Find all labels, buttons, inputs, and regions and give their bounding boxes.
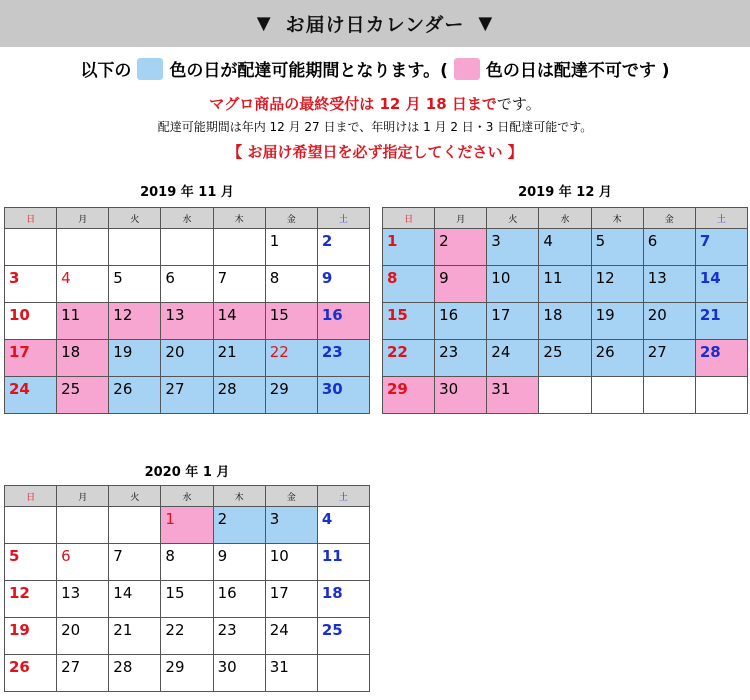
day-number: 16 <box>217 584 237 602</box>
weekday-label: 日 <box>5 486 57 507</box>
page-title: お届け日カレンダー <box>285 14 465 36</box>
week-row <box>383 377 748 414</box>
empty-day-cell <box>109 507 161 544</box>
day-cell <box>265 303 317 340</box>
day-cell <box>5 618 57 655</box>
day-number: 14 <box>699 269 721 287</box>
day-cell <box>213 544 265 581</box>
day-cell <box>317 507 369 544</box>
delivery-period-note: 配達可能期間は年内 12 月 27 日まで、年明けは 1 月 2 日・3 日配達可能です。 <box>157 120 593 134</box>
day-cell <box>57 340 109 377</box>
day-cell <box>109 340 161 377</box>
day-number: 17 <box>269 584 289 602</box>
day-cell <box>161 266 213 303</box>
week-row <box>5 507 370 544</box>
day-number: 8 <box>269 269 280 287</box>
week-row <box>383 340 748 377</box>
day-cell <box>383 377 435 414</box>
day-cell <box>265 544 317 581</box>
day-number: 23 <box>217 621 237 639</box>
day-number: 24 <box>491 343 511 361</box>
day-number: 20 <box>61 621 81 639</box>
week-row <box>5 266 370 303</box>
day-cell <box>57 544 109 581</box>
day-cell <box>265 581 317 618</box>
empty-day-cell <box>161 229 213 266</box>
day-number: 25 <box>321 621 343 639</box>
triangle-down-icon: ▼ <box>478 13 494 34</box>
weekday-label: 金 <box>265 486 317 507</box>
day-cell <box>317 303 369 340</box>
calendar-title-jan-2020: 2020 年 1 月 <box>144 465 230 480</box>
empty-day-cell <box>5 507 57 544</box>
day-cell <box>265 340 317 377</box>
specify-date-notice: 【 お届け希望日を必ず指定してください 】 <box>227 143 523 161</box>
weekday-label: 日 <box>5 208 57 229</box>
day-cell <box>57 266 109 303</box>
day-number: 15 <box>165 584 185 602</box>
day-number: 4 <box>543 232 553 250</box>
day-cell <box>317 266 369 303</box>
day-number: 28 <box>699 343 721 361</box>
day-cell <box>161 377 213 414</box>
day-number: 10 <box>269 547 289 565</box>
day-cell <box>213 618 265 655</box>
day-number: 8 <box>165 547 175 565</box>
weekday-label: 月 <box>57 208 109 229</box>
calendar-dec-2019 <box>382 207 748 414</box>
day-number: 14 <box>113 584 133 602</box>
day-number: 3 <box>491 232 501 250</box>
day-number: 1 <box>387 232 398 250</box>
day-number: 30 <box>217 658 237 676</box>
day-cell <box>5 377 57 414</box>
day-number: 18 <box>543 306 563 324</box>
day-cell <box>57 581 109 618</box>
day-cell <box>57 655 109 692</box>
day-number: 3 <box>269 510 280 528</box>
day-cell <box>57 618 109 655</box>
day-cell <box>213 266 265 303</box>
day-cell <box>161 544 213 581</box>
triangle-down-icon: ▼ <box>256 13 272 34</box>
day-cell <box>5 655 57 692</box>
day-number: 3 <box>9 269 20 287</box>
day-number: 22 <box>165 621 185 639</box>
order-deadline-notice <box>0 93 750 114</box>
day-cell <box>487 229 539 266</box>
day-cell <box>109 266 161 303</box>
legend-deliverable-text: 色の日が配達可能期間となります。( <box>169 61 448 81</box>
day-number: 25 <box>61 380 81 398</box>
deadline-tail: です。 <box>496 95 541 113</box>
day-number: 31 <box>491 380 511 398</box>
day-cell <box>213 655 265 692</box>
day-number: 15 <box>387 306 408 324</box>
day-cell <box>317 229 369 266</box>
day-number: 7 <box>113 547 123 565</box>
day-cell <box>317 377 369 414</box>
weekday-label: 月 <box>435 208 487 229</box>
day-number: 4 <box>61 269 71 287</box>
day-cell <box>5 544 57 581</box>
day-cell <box>57 303 109 340</box>
day-cell <box>109 303 161 340</box>
weekday-header-row <box>383 208 748 229</box>
day-cell <box>695 340 747 377</box>
day-cell <box>213 581 265 618</box>
day-number: 20 <box>647 306 667 324</box>
weekday-label: 土 <box>317 486 369 507</box>
day-cell <box>383 340 435 377</box>
day-number: 29 <box>165 658 185 676</box>
day-cell <box>161 655 213 692</box>
day-cell <box>109 377 161 414</box>
week-row <box>5 229 370 266</box>
day-cell <box>109 655 161 692</box>
day-number: 9 <box>217 547 228 565</box>
day-number: 29 <box>269 380 289 398</box>
day-number: 25 <box>543 343 563 361</box>
day-number: 9 <box>439 269 449 287</box>
day-cell <box>5 303 57 340</box>
day-number: 2 <box>217 510 228 528</box>
day-number: 28 <box>217 380 237 398</box>
day-number: 10 <box>9 306 30 324</box>
day-number: 24 <box>269 621 289 639</box>
day-cell <box>487 303 539 340</box>
day-number: 19 <box>595 306 615 324</box>
day-number: 9 <box>321 269 333 287</box>
day-number: 13 <box>165 306 185 324</box>
calendar-title-nov-2019: 2019 年 11 月 <box>140 185 234 200</box>
week-row <box>5 581 370 618</box>
day-number: 31 <box>269 658 289 676</box>
day-number: 21 <box>699 306 721 324</box>
empty-day-cell <box>539 377 591 414</box>
week-row <box>383 229 748 266</box>
day-number: 7 <box>699 232 711 250</box>
day-number: 12 <box>113 306 133 324</box>
day-number: 4 <box>321 510 333 528</box>
weekday-label: 月 <box>57 486 109 507</box>
day-cell <box>539 303 591 340</box>
day-cell <box>161 303 213 340</box>
weekday-label: 水 <box>161 486 213 507</box>
day-number: 19 <box>113 343 133 361</box>
day-cell <box>643 303 695 340</box>
day-cell <box>265 229 317 266</box>
day-number: 7 <box>217 269 228 287</box>
weekday-header-row <box>5 486 370 507</box>
day-cell <box>109 544 161 581</box>
weekday-label: 土 <box>695 208 747 229</box>
day-number: 23 <box>439 343 459 361</box>
day-cell <box>5 340 57 377</box>
day-number: 8 <box>387 269 398 287</box>
day-cell <box>643 229 695 266</box>
day-number: 17 <box>9 343 30 361</box>
weekday-label: 火 <box>109 486 161 507</box>
day-number: 22 <box>387 343 408 361</box>
day-cell <box>265 655 317 692</box>
day-number: 13 <box>647 269 667 287</box>
day-cell <box>265 507 317 544</box>
weekday-label: 金 <box>265 208 317 229</box>
day-number: 16 <box>321 306 343 324</box>
day-number: 11 <box>543 269 563 287</box>
day-cell <box>643 266 695 303</box>
day-cell <box>435 340 487 377</box>
day-number: 13 <box>61 584 81 602</box>
empty-day-cell <box>695 377 747 414</box>
day-cell <box>591 340 643 377</box>
day-number: 21 <box>113 621 133 639</box>
empty-day-cell <box>57 507 109 544</box>
day-cell <box>591 229 643 266</box>
deadline-text: マグロ商品の最終受付は 12 月 18 日まで <box>209 95 497 113</box>
empty-day-cell <box>5 229 57 266</box>
weekday-header-row <box>5 208 370 229</box>
weekday-label: 水 <box>539 208 591 229</box>
day-number: 29 <box>387 380 408 398</box>
day-number: 26 <box>9 658 30 676</box>
calendar-nov-2019 <box>4 207 370 414</box>
day-number: 12 <box>595 269 615 287</box>
empty-day-cell <box>213 229 265 266</box>
day-number: 27 <box>61 658 81 676</box>
legend-unavailable-text: 色の日は配達不可です ) <box>485 61 670 81</box>
day-number: 15 <box>269 306 289 324</box>
day-cell <box>161 507 213 544</box>
day-cell <box>383 229 435 266</box>
day-number: 10 <box>491 269 511 287</box>
day-cell <box>435 377 487 414</box>
day-cell <box>643 340 695 377</box>
day-number: 21 <box>217 343 237 361</box>
deliverable-swatch <box>137 58 163 80</box>
day-cell <box>487 340 539 377</box>
weekday-label: 火 <box>487 208 539 229</box>
day-cell <box>161 340 213 377</box>
day-cell <box>5 581 57 618</box>
weekday-label: 木 <box>213 486 265 507</box>
day-number: 5 <box>9 547 20 565</box>
color-legend <box>0 58 750 84</box>
day-cell <box>5 266 57 303</box>
legend-prefix: 以下の <box>80 61 132 81</box>
week-row <box>5 340 370 377</box>
day-cell <box>383 266 435 303</box>
day-cell <box>265 618 317 655</box>
weekday-label: 火 <box>109 208 161 229</box>
day-number: 12 <box>9 584 30 602</box>
day-number: 1 <box>269 232 280 250</box>
weekday-label: 木 <box>213 208 265 229</box>
unavailable-swatch <box>454 58 480 80</box>
day-cell <box>539 229 591 266</box>
week-row <box>5 303 370 340</box>
day-number: 26 <box>113 380 133 398</box>
calendar-jan-2020 <box>4 485 370 692</box>
day-number: 11 <box>321 547 343 565</box>
day-cell <box>695 266 747 303</box>
day-cell <box>317 544 369 581</box>
day-number: 17 <box>491 306 511 324</box>
weekday-label: 金 <box>643 208 695 229</box>
weekday-label: 土 <box>317 208 369 229</box>
day-cell <box>161 581 213 618</box>
day-number: 14 <box>217 306 237 324</box>
day-cell <box>109 581 161 618</box>
day-cell <box>435 229 487 266</box>
empty-day-cell <box>591 377 643 414</box>
day-cell <box>539 340 591 377</box>
day-number: 30 <box>321 380 343 398</box>
day-number: 24 <box>9 380 30 398</box>
day-number: 27 <box>647 343 667 361</box>
day-cell <box>383 303 435 340</box>
day-cell <box>435 266 487 303</box>
day-number: 20 <box>165 343 185 361</box>
day-cell <box>317 581 369 618</box>
empty-day-cell <box>643 377 695 414</box>
day-number: 28 <box>113 658 133 676</box>
day-number: 30 <box>439 380 459 398</box>
day-cell <box>213 507 265 544</box>
day-cell <box>265 377 317 414</box>
day-cell <box>213 340 265 377</box>
day-number: 19 <box>9 621 30 639</box>
day-cell <box>109 618 161 655</box>
day-cell <box>317 340 369 377</box>
empty-day-cell <box>109 229 161 266</box>
week-row <box>5 544 370 581</box>
day-number: 26 <box>595 343 615 361</box>
day-cell <box>57 377 109 414</box>
day-number: 2 <box>439 232 449 250</box>
day-number: 1 <box>165 510 175 528</box>
day-number: 2 <box>321 232 333 250</box>
day-cell <box>487 377 539 414</box>
week-row <box>5 618 370 655</box>
weekday-label: 日 <box>383 208 435 229</box>
day-number: 6 <box>61 547 71 565</box>
day-cell <box>539 266 591 303</box>
weekday-label: 水 <box>161 208 213 229</box>
empty-day-cell <box>57 229 109 266</box>
day-number: 23 <box>321 343 343 361</box>
day-number: 16 <box>439 306 459 324</box>
calendar-title-dec-2019: 2019 年 12 月 <box>518 185 612 200</box>
day-cell <box>317 618 369 655</box>
day-number: 6 <box>647 232 658 250</box>
day-number: 18 <box>61 343 81 361</box>
day-cell <box>591 266 643 303</box>
day-cell <box>265 266 317 303</box>
day-cell <box>213 377 265 414</box>
day-cell <box>695 229 747 266</box>
empty-day-cell <box>317 655 369 692</box>
day-number: 5 <box>113 269 123 287</box>
day-cell <box>435 303 487 340</box>
week-row <box>5 377 370 414</box>
day-number: 22 <box>269 343 289 361</box>
weekday-label: 木 <box>591 208 643 229</box>
day-number: 18 <box>321 584 343 602</box>
day-cell <box>487 266 539 303</box>
day-number: 27 <box>165 380 185 398</box>
day-cell <box>161 618 213 655</box>
day-number: 11 <box>61 306 81 324</box>
day-number: 6 <box>165 269 175 287</box>
day-number: 5 <box>595 232 606 250</box>
day-cell <box>695 303 747 340</box>
week-row <box>5 655 370 692</box>
day-cell <box>213 303 265 340</box>
week-row <box>383 303 748 340</box>
calendar-header-banner <box>0 0 750 47</box>
day-cell <box>591 303 643 340</box>
week-row <box>383 266 748 303</box>
